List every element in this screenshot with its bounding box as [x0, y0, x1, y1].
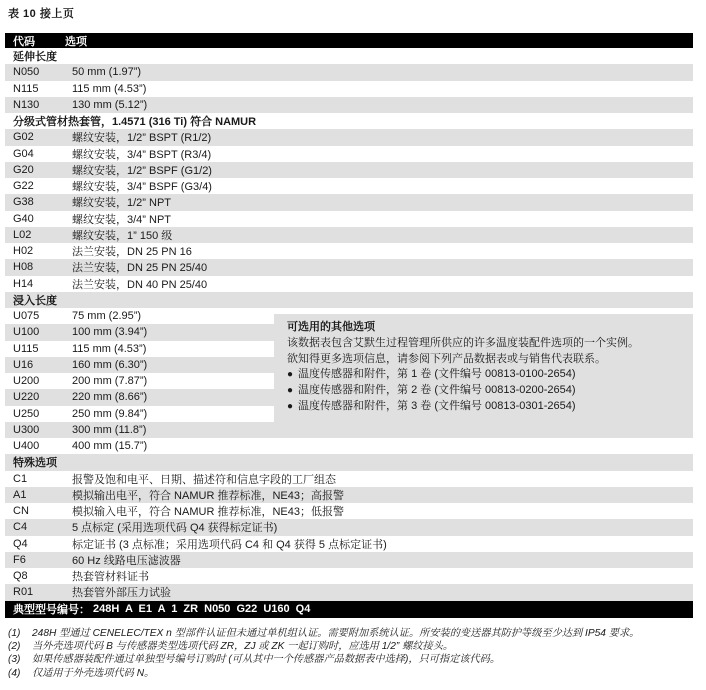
callout-bullet-list: [287, 367, 685, 414]
bullet-text: 温度传感器和附件，第 1 卷 (文件编号 00813-0100-2654): [298, 368, 576, 381]
option-text: 螺纹安装，1” 150 级: [72, 229, 173, 242]
option-text: 300 mm (11.8”): [72, 423, 147, 436]
option-text: 130 mm (5.12”): [72, 98, 148, 111]
col-header-code: 代码: [13, 35, 35, 48]
option-row: [5, 438, 693, 454]
option-row: [5, 178, 693, 194]
footnote-number: (4): [8, 667, 21, 679]
option-code: N130: [13, 98, 40, 111]
section-label: 分级式管材热套管，1.4571 (316 Ti) 符合 NAMUR: [13, 116, 257, 129]
footnote-number: (1): [8, 628, 21, 639]
option-code: H08: [13, 261, 34, 274]
section-label: 特殊选项: [13, 457, 57, 470]
option-code: U16: [13, 358, 34, 371]
option-text: 50 mm (1.97”): [72, 66, 142, 79]
option-row: [5, 276, 693, 292]
option-row: [5, 536, 693, 552]
option-code: H14: [13, 277, 34, 290]
option-code: U200: [13, 375, 40, 388]
section-label: 延伸长度: [13, 51, 57, 64]
option-text: 法兰安装，DN 25 PN 16: [72, 246, 192, 259]
bullet-item: [287, 367, 685, 383]
option-code: N115: [13, 82, 39, 95]
table-header: [5, 33, 693, 48]
option-code: G20: [13, 163, 34, 176]
footnote-text: 如果传感器装配件通过单独型号编号订购时 (可从其中一个传感器产品数据表中选择)，只可指定该代码。: [32, 654, 501, 666]
model-number-label: 典型型号编号：: [13, 604, 90, 616]
option-text: 螺纹安装，1/2” BSPF (G1/2): [72, 164, 212, 177]
option-code: A1: [13, 488, 27, 501]
option-code: H02: [13, 245, 34, 258]
section-row: [5, 292, 693, 308]
option-row: [5, 259, 693, 275]
footnote: [8, 640, 702, 653]
footnote-text: 248H 型通过 CENELEC/TEX n 型部件认证但未通过单机组认证。需要附加系统认证。所安装的变送器其防护等级至少达到 IP54 要求。: [32, 628, 640, 639]
footnotes: [8, 627, 702, 680]
option-text: 75 mm (2.95”): [72, 310, 142, 323]
col-header-option: 选项: [65, 35, 87, 48]
callout-lines: [287, 336, 685, 368]
footnote-text: 当外壳选项代码 B 与传感器类型选项代码 ZR，ZJ 或 ZK 一起订购时，应选用 1/2” 螺纹接头。: [32, 641, 454, 653]
option-text: 热套管材料证书: [72, 571, 149, 584]
section-row: [5, 48, 693, 64]
option-code: Q8: [13, 570, 28, 583]
option-text: 法兰安装，DN 25 PN 25/40: [72, 262, 208, 275]
option-text: 螺纹安装，1/2” NPT: [72, 197, 172, 210]
option-code: G04: [13, 147, 34, 160]
option-row: [5, 487, 693, 503]
option-row: [5, 81, 693, 97]
option-text: 螺纹安装，3/4” BSPT (R3/4): [72, 148, 212, 161]
option-row: [5, 552, 693, 568]
option-text: 模拟输出电平，符合 NAMUR 推荐标准，NE43；高报警: [72, 489, 344, 502]
option-text: 螺纹安装，3/4” BSPF (G3/4): [72, 181, 212, 194]
option-row: [5, 146, 693, 162]
option-text: 法兰安装，DN 40 PN 25/40: [72, 278, 208, 291]
section-row: [5, 454, 693, 470]
callout-box: [274, 314, 693, 437]
option-row: [5, 162, 693, 178]
option-row: [5, 129, 693, 145]
option-code: Q4: [13, 537, 28, 550]
option-code: U220: [13, 391, 40, 404]
option-code: CN: [13, 505, 29, 518]
option-text: 200 mm (7.87”): [72, 375, 148, 388]
table-caption: 表 10 接上页: [8, 8, 75, 20]
model-number-bar: [5, 601, 693, 618]
option-row: [5, 194, 693, 210]
option-code: U250: [13, 407, 40, 420]
option-code: G40: [13, 212, 34, 225]
section-label: 浸入长度: [13, 294, 57, 307]
option-text: 标定证书 (3 点标准；采用选项代码 C4 和 Q4 获得 5 点标定证书): [72, 538, 387, 551]
option-text: 报警及饱和电平、日期、描述符和信息字段的工厂组态: [72, 473, 336, 486]
option-text: 螺纹安装，1/2” BSPT (R1/2): [72, 132, 212, 145]
option-row: [5, 568, 693, 584]
option-code: C4: [13, 521, 28, 534]
option-code: G38: [13, 196, 34, 209]
option-code: R01: [13, 586, 34, 599]
bullet-text: 温度传感器和附件，第 3 卷 (文件编号 00813-0301-2654): [298, 399, 576, 412]
option-code: U075: [13, 310, 40, 323]
bullet-item: [287, 383, 685, 399]
model-number-value: 248H A E1 A 1 ZR N050 G22 U160 Q4: [93, 603, 311, 615]
options-table: [5, 33, 693, 618]
option-text: 400 mm (15.7”): [72, 440, 148, 453]
option-code: U300: [13, 423, 40, 436]
bullet-icon: ●: [287, 400, 294, 412]
option-row: [5, 584, 693, 600]
bullet-text: 温度传感器和附件，第 2 卷 (文件编号 00813-0200-2654): [298, 384, 576, 397]
option-code: U400: [13, 440, 40, 453]
option-code: U100: [13, 326, 40, 339]
bullet-icon: ●: [287, 385, 294, 397]
option-row: [5, 243, 693, 259]
option-code: G02: [13, 131, 34, 144]
footnote: [8, 627, 702, 640]
option-text: 250 mm (9.84”): [72, 407, 148, 420]
callout-title: 可选用的其他选项: [287, 321, 375, 333]
option-text: 220 mm (8.66”): [72, 391, 148, 404]
footnote-number: (3): [8, 654, 21, 666]
option-text: 模拟输入电平，符合 NAMUR 推荐标准，NE43；低报警: [72, 506, 344, 519]
footnote: [8, 667, 702, 680]
option-row: [5, 211, 693, 227]
option-row: [5, 97, 693, 113]
section-row: [5, 113, 693, 129]
option-row: [5, 503, 693, 519]
option-row: [5, 519, 693, 535]
option-text: 5 点标定 (采用选项代码 Q4 获得标定证书): [72, 522, 278, 535]
option-code: C1: [13, 472, 28, 485]
option-code: L02: [13, 228, 32, 241]
bullet-icon: ●: [287, 369, 294, 381]
option-code: N050: [13, 66, 40, 79]
option-code: U115: [13, 342, 39, 355]
callout-line: 欲知得更多选项信息，请参阅下列产品数据表或与销售代表联系。: [287, 352, 606, 365]
option-text: 60 Hz 线路电压滤波器: [72, 554, 181, 567]
option-text: 热套管外部压力试验: [72, 587, 171, 600]
footnote: [8, 653, 702, 666]
option-row: [5, 471, 693, 487]
option-text: 100 mm (3.94”): [72, 326, 148, 339]
option-text: 160 mm (6.30”): [72, 358, 148, 371]
footnote-text: 仅适用于外壳选项代码 N。: [32, 667, 155, 679]
option-text: 螺纹安装，3/4” NPT: [72, 213, 172, 226]
option-text: 115 mm (4.53”): [72, 82, 147, 95]
option-code: G22: [13, 180, 34, 193]
footnote-number: (2): [8, 641, 21, 653]
option-row: [5, 227, 693, 243]
callout-line: 该数据表包含艾默生过程管理所供应的许多温度装配件选项的一个实例。: [287, 336, 639, 349]
option-row: [5, 64, 693, 80]
bullet-item: [287, 399, 685, 415]
option-code: F6: [13, 553, 26, 566]
option-text: 115 mm (4.53”): [72, 342, 147, 355]
